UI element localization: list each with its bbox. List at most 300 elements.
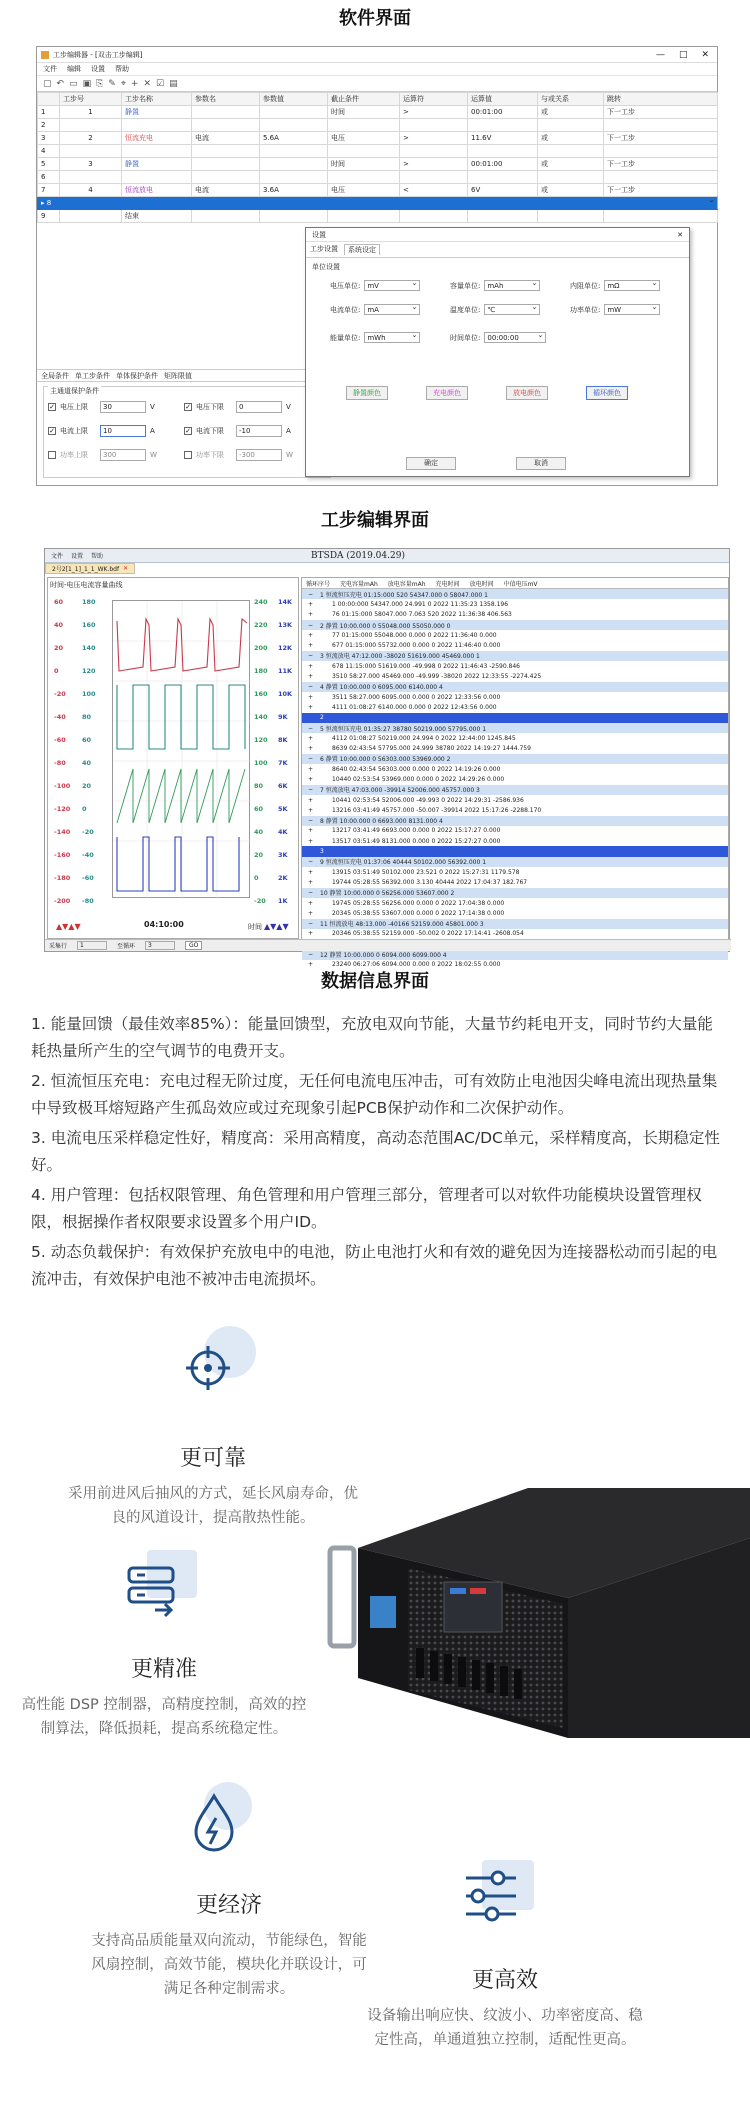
row-text: 3511 58:27.000 6095.000 0.000 0 2022 12:33:56 0.000	[332, 693, 501, 701]
expand-icon[interactable]: +	[308, 775, 314, 783]
menu-settings[interactable]: 设置	[91, 65, 105, 73]
protect-group	[43, 386, 331, 478]
axis-tick: 1K	[278, 897, 288, 905]
time-axis-unit: 时间	[248, 923, 262, 931]
table-row[interactable]: 6	[38, 171, 718, 184]
power-unit-field: 功率单位: mW ⌄	[570, 304, 660, 315]
collapse-icon[interactable]: −	[308, 590, 314, 598]
device-indicator	[470, 1588, 486, 1594]
energy-unit-select[interactable]: mWh ⌄	[364, 332, 420, 343]
row-text: 1 恒流恒压充电 01:15:000 520 54347.000 0 58047.000 1	[320, 591, 488, 599]
voltage-unit-select[interactable]: mV ⌄	[364, 280, 420, 291]
current-lower-field: ✓ 电流下限 -10 A	[185, 427, 291, 435]
row-text: 10441 02:53:54 52006.000 -49.993 0 2022 14:29:31 -2586.936	[332, 796, 524, 804]
row-text: 20345 05:38:55 53607.000 0.000 0 2022 17:14:38 0.000	[332, 909, 505, 917]
device-handle	[330, 1548, 354, 1646]
tab-step-settings[interactable]: 工步设置	[310, 245, 338, 253]
axis-tick: 140	[254, 713, 268, 721]
s2-app-title: BTSDA (2019.04.29)	[311, 550, 405, 561]
col-param-name[interactable]: 参数名	[192, 93, 260, 106]
current-unit-select[interactable]: mA ⌄	[364, 304, 420, 315]
axis-tick: 60	[54, 598, 64, 606]
axis-tick: 80	[254, 782, 264, 790]
current-curve	[117, 685, 245, 749]
axis-tick: 0	[54, 667, 59, 675]
voltage-upper-field: ✓ 电压上限 30 V	[49, 403, 155, 411]
row-text: 13517 03:51:49 8131.000 0.000 0 2022 15:27:27 0.000	[332, 837, 501, 845]
row-text: 2 静置 10:00.000 0 55048.000 55050.000 0	[320, 622, 451, 630]
axis-tick: 80	[82, 713, 92, 721]
curve-tab[interactable]: 时间-电压电流容量曲线	[50, 581, 123, 589]
voltage-upper-checkbox[interactable]: ✓	[49, 403, 55, 411]
menubar	[37, 63, 717, 76]
temperature-unit-field: 温度单位: ℃ ⌄	[450, 304, 540, 315]
header-mid-voltage[interactable]: 中值电压mV	[503, 580, 538, 588]
tab-single-step[interactable]: 单工步条件	[75, 371, 110, 380]
step-detail-row[interactable]	[302, 867, 728, 877]
target-icon	[180, 1326, 260, 1398]
save-icon[interactable]: ▣	[82, 78, 92, 89]
cycle-header-row[interactable]	[302, 846, 728, 856]
row-text: 3510 58:27.000 45469.000 -49.999 -38020 2022 12:33:55 -2274.425	[332, 673, 542, 681]
feature-title: 更精准	[130, 1657, 197, 1682]
conditions-panel	[37, 369, 337, 487]
power-lower-checkbox[interactable]	[184, 451, 192, 459]
s2-statusbar: 采集行 1 至循环 3 GO	[45, 939, 731, 951]
conditions-tabs	[37, 370, 337, 382]
temperature-unit-select[interactable]: ℃ ⌄	[484, 304, 540, 315]
row-text: 4111 01:08:27 6140.000 0.000 0 2022 12:43:56 0.000	[332, 703, 497, 711]
step-detail-row[interactable]	[302, 599, 728, 609]
header-charge-cap[interactable]: 充电容量mAh	[340, 580, 378, 588]
feature-precise	[16, 1652, 312, 1741]
expand-icon[interactable]: +	[308, 673, 314, 681]
row-text: 13915 03:51:49 50102.000 23.521 0 2022 15:27:31 1179.578	[332, 868, 520, 876]
step-detail-row[interactable]	[302, 692, 728, 702]
axis-tick: 8K	[278, 736, 288, 744]
axis-tick: 180	[254, 667, 268, 675]
s2-menubar	[45, 549, 729, 563]
data-analysis-screenshot	[44, 548, 730, 969]
row-text: 678 11:15:000 51619.000 -49.998 0 2022 11:46:43 -2590.846	[332, 662, 521, 670]
s2-menu-file[interactable]: 文件	[51, 553, 64, 560]
step-summary-row[interactable]	[302, 857, 728, 867]
charge-color-button[interactable]: 充电颜色	[426, 386, 468, 400]
axis-tick: -60	[82, 874, 94, 882]
collapse-icon[interactable]: −	[308, 755, 314, 763]
feature-paragraph-5: 5. 动态负载保护：有效保护充放电中的电池，防止电池打火和有效的避免因为连接器松动而引起的电流冲击，有效保护电池不被冲击电流损坏。	[31, 1243, 718, 1288]
energy-drop-icon	[180, 1782, 260, 1854]
axis-tick: -100	[54, 782, 71, 790]
settings-dialog	[305, 227, 690, 477]
row-text: 8640 02:43:54 56303.000 0.000 0 2022 14:19:26 0.000	[332, 765, 501, 773]
expand-icon[interactable]: +	[308, 642, 314, 650]
header-discharge-time[interactable]: 放电时间	[469, 580, 494, 588]
dialog-title: 设置	[312, 230, 326, 239]
step-detail-row[interactable]	[302, 661, 728, 671]
collapse-icon[interactable]: −	[308, 858, 314, 866]
tab-cell-protect[interactable]: 单体保护条件	[116, 371, 158, 380]
collapse-icon[interactable]: −	[308, 724, 314, 732]
menu-file[interactable]: 文件	[43, 65, 57, 73]
row-text: 19744 05:28:55 56392.000 3.130 40444 2022 17:04:37 182.767	[332, 878, 528, 886]
step-table	[37, 92, 718, 223]
axis-tick: 20	[254, 851, 264, 859]
step-detail-row[interactable]	[302, 836, 728, 846]
table-row[interactable]: 4	[38, 145, 718, 158]
expand-icon[interactable]: +	[308, 930, 314, 938]
current-upper-input[interactable]: 10	[100, 425, 146, 437]
protect-group-label: 主通道保护条件	[50, 387, 99, 395]
precision-icon-wrap	[125, 1550, 205, 1624]
step-detail-row[interactable]	[302, 743, 728, 753]
expand-icon[interactable]: +	[308, 765, 314, 773]
row-text: 677 01:15:000 55732.000 0.000 0 2022 11:46:40 0.000	[332, 642, 501, 650]
curve-svg	[113, 601, 251, 899]
row-text: 19745 05:28:55 56256.000 0.000 0 2022 17:04:38 0.000	[332, 899, 505, 907]
from-row-input[interactable]: 1	[77, 941, 107, 950]
row-text: 13216 03:41:49 45757.000 -50.007 -39914 2022 15:17:26 -2288.170	[332, 806, 542, 814]
feature-desc: 设备输出响应快、纹波小、功率密度高、稳定性高，单通道独立控制，适配性更高。	[367, 2008, 643, 2048]
cycle-color-button[interactable]: 循环颜色	[586, 386, 628, 400]
expand-icon[interactable]: +	[308, 631, 314, 639]
step-detail-row[interactable]	[302, 640, 728, 650]
file-tab-close-icon[interactable]: ✕	[123, 565, 129, 572]
voltage-lower-checkbox[interactable]: ✓	[185, 403, 191, 411]
section-title-data-info: 数据信息界面	[321, 971, 429, 992]
time-unit-select[interactable]: 00:00:00 ⌄	[484, 332, 546, 343]
s2-menu-help[interactable]: 帮助	[91, 553, 104, 560]
step-detail-row[interactable]	[302, 805, 728, 815]
axis-tick: 40	[54, 621, 64, 629]
col-op-value[interactable]: 运算值	[468, 93, 538, 106]
col-operator[interactable]: 运算符	[400, 93, 468, 106]
collapse-icon[interactable]: −	[308, 817, 314, 825]
header-cycle[interactable]: 循环序号	[306, 580, 331, 588]
cycle-header-row[interactable]	[302, 713, 728, 723]
collapse-icon[interactable]: −	[308, 889, 314, 897]
row-text: 1 00:00:000 54347.000 24.991 0 2022 11:35:23 1358.196	[332, 600, 509, 608]
col-logic[interactable]: 与或关系	[538, 93, 604, 106]
resistance-unit-field: 内阻单位: mΩ ⌄	[570, 280, 660, 291]
voltage-lower-input[interactable]: 0	[236, 401, 282, 413]
current-lower-input[interactable]: -10	[236, 425, 282, 437]
step-detail-row[interactable]	[302, 795, 728, 805]
header-charge-time[interactable]: 充电时间	[435, 580, 460, 588]
s2-menu-settings[interactable]: 设置	[71, 553, 84, 560]
open-icon[interactable]: ▭	[69, 78, 78, 89]
row-text: 6 静置 10:00.000 0 56303.000 53969.000 2	[320, 756, 451, 764]
axis-tick: 13K	[278, 621, 293, 629]
expand-icon[interactable]: +	[308, 837, 314, 845]
axis-tick: 0	[82, 805, 87, 813]
app-icon	[41, 51, 49, 59]
curve-plot[interactable]	[112, 600, 250, 898]
axis-tick: 4K	[278, 828, 288, 836]
axis-tick: 160	[254, 690, 268, 698]
table-row[interactable]: 9 结束	[38, 210, 718, 223]
minimize-button[interactable]: —	[655, 49, 665, 60]
axis-tick: -80	[54, 759, 66, 767]
window-title: 工步编辑器 - [双击工步编辑]	[53, 50, 143, 59]
feature-title: 更可靠	[179, 1446, 246, 1471]
data-rows	[302, 589, 728, 970]
menu-help[interactable]: 帮助	[115, 65, 129, 73]
capacity-curve	[117, 769, 245, 823]
data-headers	[302, 578, 728, 589]
energy-curve	[117, 837, 239, 891]
delete-icon[interactable]: ✕	[143, 78, 152, 89]
axis-tick: 60	[82, 736, 92, 744]
menu-edit[interactable]: 编辑	[67, 65, 81, 73]
resistance-unit-select[interactable]: mΩ ⌄	[604, 280, 660, 291]
collapse-icon[interactable]: −	[308, 786, 314, 794]
expand-icon[interactable]: +	[308, 693, 314, 701]
voltage-upper-input[interactable]: 30	[100, 401, 146, 413]
copy-icon[interactable]: ⎘	[96, 78, 104, 89]
feature-paragraph-1: 1. 能量回馈（最佳效率85%）：能量回馈型，充放电双向节能，大量节约耗电开支，同时节约大量能耗热量所产生的空气调节的电费开支。	[31, 1015, 713, 1060]
axis-tick: 12K	[278, 644, 293, 652]
edit-icon[interactable]: ✎	[108, 78, 116, 89]
feature-efficient	[366, 1963, 644, 2052]
to-cycle-input[interactable]: 3	[145, 941, 175, 950]
step-detail-row[interactable]	[302, 764, 728, 774]
expand-icon[interactable]: +	[308, 899, 314, 907]
axis-tick: 100	[82, 690, 96, 698]
expand-icon[interactable]: +	[308, 600, 314, 608]
current-unit-field: 电流单位: mA ⌄	[330, 304, 420, 315]
step-summary-row[interactable]	[302, 919, 728, 929]
go-button[interactable]: GO	[185, 941, 202, 950]
table-row[interactable]: 5 3 静置 时间 > 00:01:00 或 下一工步	[38, 158, 718, 171]
collapse-icon[interactable]: −	[308, 683, 314, 691]
dialog-tabs	[306, 242, 689, 258]
time-axis-label: 04:10:00	[144, 920, 184, 929]
axis-tick: -60	[54, 736, 66, 744]
power-lower-input[interactable]: -300	[236, 449, 282, 461]
axis-tick: 140	[82, 644, 96, 652]
current-upper-checkbox[interactable]: ✓	[49, 427, 55, 435]
step-summary-row[interactable]	[302, 682, 728, 692]
col-cutoff[interactable]: 截止条件	[328, 93, 400, 106]
axis-tick: 9K	[278, 713, 288, 721]
maximize-button[interactable]: □	[678, 49, 688, 60]
power-unit-select[interactable]: mW ⌄	[604, 304, 660, 315]
col-step-name[interactable]: 工步名称	[122, 93, 192, 106]
expand-icon[interactable]: +	[308, 745, 314, 753]
economy-icon-wrap	[180, 1782, 260, 1858]
axis-tick: 120	[254, 736, 268, 744]
device-breaker	[370, 1596, 396, 1628]
row-text: 3 恒流放电 47:12.000 -38020 51619.000 45469.000 1	[320, 653, 480, 661]
list-icon[interactable]: ▤	[169, 78, 178, 89]
step-summary-row[interactable]	[302, 620, 728, 630]
server-icon	[125, 1550, 205, 1620]
table-row-selected[interactable]: ▸ 8 ⌄	[38, 197, 718, 210]
collapse-icon[interactable]: −	[308, 621, 314, 629]
step-detail-row[interactable]	[302, 908, 728, 918]
table-row[interactable]: 2	[38, 119, 718, 132]
expand-icon[interactable]: +	[308, 909, 314, 917]
axis-tick: 60	[254, 805, 264, 813]
step-summary-row[interactable]	[302, 723, 728, 733]
sliders-icon	[462, 1858, 534, 1930]
expand-icon[interactable]: +	[308, 827, 314, 835]
axis-tick: -80	[82, 897, 94, 905]
tab-system-settings[interactable]: 系统设定	[344, 244, 380, 255]
table-row[interactable]: 3 2 恒流充电 电流 5.6A 电压 > 11.6V 或 下一工步	[38, 132, 718, 145]
expand-icon[interactable]: +	[308, 662, 314, 670]
row-text: 76 01:15:000 58047.000 7.063 520 2022 11:36:38 406.563	[332, 611, 512, 619]
efficiency-icon-wrap	[462, 1858, 534, 1934]
axis-tick: -40	[54, 713, 66, 721]
axis-tick: 7K	[278, 759, 288, 767]
header-discharge-cap[interactable]: 放电容量mAh	[387, 580, 426, 588]
row-text: 9 恒流恒压充电 01:37:06 40444 50102.000 56392.000 1	[320, 859, 487, 867]
dialog-close-icon[interactable]: ✕	[677, 230, 683, 239]
step-detail-row[interactable]	[302, 671, 728, 681]
close-button[interactable]: ✕	[701, 49, 709, 60]
row-text: 11 恒流放电 48:13.000 -40166 52159.000 45801.000 3	[320, 921, 484, 929]
expand-icon[interactable]: +	[308, 961, 314, 969]
unit-group-label: 单位设置	[312, 263, 340, 271]
step-detail-row[interactable]	[302, 929, 728, 939]
undo-icon[interactable]: ↶	[56, 78, 65, 89]
feature-reliable	[68, 1441, 358, 1530]
step-detail-row[interactable]	[302, 630, 728, 640]
row-text: 4112 01:08:27 50219.000 24.994 0 2022 12:44:00 1245.845	[332, 734, 516, 742]
step-detail-row[interactable]	[302, 877, 728, 887]
pan-controls-icon[interactable]: ▲▼▲▼	[264, 922, 289, 931]
axis-tick: 2K	[278, 874, 288, 882]
row-text: 7 恒流放电 47:03.000 -39914 52006.000 45757.000 3	[320, 787, 480, 795]
row-text: 3	[320, 848, 324, 856]
feature-desc: 采用前进风后抽风的方式，延长风扇寿命，优良的风道设计，提高散热性能。	[68, 1486, 358, 1526]
feature-title: 更高效	[471, 1968, 538, 1993]
voltage-lower-field: ✓ 电压下限 0 V	[185, 403, 291, 411]
check-icon[interactable]: ☑	[156, 78, 165, 89]
expand-icon[interactable]: +	[308, 703, 314, 711]
expand-icon[interactable]: +	[308, 806, 314, 814]
axis-tick: 20	[54, 644, 64, 652]
collapse-icon[interactable]: −	[308, 920, 314, 928]
ok-button[interactable]: 确定	[406, 457, 456, 470]
expand-icon[interactable]: +	[308, 611, 314, 619]
file-tab[interactable]: 2号2[1_1]_1_1_WK.bdf ✕	[45, 563, 135, 574]
dialog-titlebar	[306, 228, 689, 242]
voltage-unit-field: 电压单位: mV ⌄	[330, 280, 420, 291]
feature-paragraph-2: 2. 恒流恒压充电：充电过程无阶过度，无任何电流电压冲击，可有效防止电池因尖峰电流出现热量集中导致极耳熔短路产生孤岛效应或过充现象引起PCB保护动作和二次保护动作。	[31, 1072, 718, 1117]
step-detail-row[interactable]	[302, 826, 728, 836]
collapse-icon[interactable]: −	[308, 951, 314, 959]
zoom-controls-icon[interactable]: ▲▼▲▼	[56, 922, 81, 931]
expand-icon[interactable]: +	[308, 796, 314, 804]
axis-tick: 3K	[278, 851, 288, 859]
feature-economical	[86, 1888, 372, 2001]
cancel-button[interactable]: 取消	[516, 457, 566, 470]
axis-tick: 6K	[278, 782, 288, 790]
tab-global[interactable]: 全局条件	[41, 371, 69, 380]
step-summary-row[interactable]	[302, 651, 728, 661]
current-lower-checkbox[interactable]: ✓	[185, 427, 191, 435]
rest-color-button[interactable]: 静置颜色	[346, 386, 388, 400]
step-editor-screenshot	[36, 46, 718, 486]
row-text: 13217 03:41:49 6693.000 0.000 0 2022 15:17:27 0.000	[332, 827, 501, 835]
axis-tick: -200	[54, 897, 71, 905]
axis-tick: -140	[54, 828, 71, 836]
add-icon[interactable]: +	[130, 78, 139, 89]
collapse-icon[interactable]: −	[308, 652, 314, 660]
step-summary-row[interactable]	[302, 888, 728, 898]
capacity-unit-field: 容量单位: mAh ⌄	[450, 280, 540, 291]
capacity-unit-select[interactable]: mAh ⌄	[484, 280, 540, 291]
step-summary-row[interactable]	[302, 589, 728, 599]
step-detail-row[interactable]	[302, 733, 728, 743]
axis-tick: 240	[254, 598, 268, 606]
expand-icon[interactable]: +	[308, 734, 314, 742]
col-jump[interactable]: 跳转	[604, 93, 718, 106]
step-detail-row[interactable]	[302, 774, 728, 784]
discharge-color-button[interactable]: 放电颜色	[506, 386, 548, 400]
time-unit-field: 时间单位: 00:00:00 ⌄	[450, 332, 546, 343]
col-step-no[interactable]: 工步号	[60, 93, 122, 106]
reliability-icon-wrap	[180, 1326, 260, 1402]
section-title-step-editor: 工步编辑界面	[321, 510, 429, 531]
expand-icon[interactable]: +	[308, 878, 314, 886]
axis-tick: 40	[82, 759, 92, 767]
cycle-data-panel	[301, 577, 729, 969]
tab-matrix[interactable]: 矩阵限值	[164, 371, 192, 380]
step-detail-row[interactable]	[302, 702, 728, 712]
toolbar	[37, 76, 717, 92]
axis-tick: 14K	[278, 598, 293, 606]
step-summary-row[interactable]	[302, 754, 728, 764]
new-icon[interactable]: ▢	[43, 78, 52, 89]
axis-tick: -120	[54, 805, 71, 813]
power-upper-field: 功率上限 300 W	[48, 449, 157, 461]
axis-tick: -180	[54, 874, 71, 882]
axis-tick: 180	[82, 598, 96, 606]
axis-tick: 20	[82, 782, 92, 790]
col-param-value[interactable]: 参数值	[260, 93, 328, 106]
axis-tick: -40	[82, 851, 94, 859]
row-text: 77 01:15:000 55048.000 0.000 0 2022 11:36:40 0.000	[332, 631, 497, 639]
table-row[interactable]: 7 4 恒流放电 电流 3.6A 电压 < 6V 或 下一工步	[38, 184, 718, 197]
step-detail-row[interactable]	[302, 898, 728, 908]
expand-icon[interactable]: +	[308, 868, 314, 876]
feature-paragraph-4: 4. 用户管理：包括权限管理、角色管理和用户管理三部分，管理者可以对软件功能模块设置管理权限，根据操作者权限要求设置多个用户ID。	[31, 1186, 702, 1231]
row-text: 20346 05:38:55 52159.000 -50.002 0 2022 17:14:41 -2608.054	[332, 930, 524, 938]
step-summary-row[interactable]	[302, 816, 728, 826]
step-summary-row[interactable]	[302, 785, 728, 795]
section-title-software: 软件界面	[339, 8, 411, 29]
axis-tick: 5K	[278, 805, 288, 813]
row-text: 12 静置 10:00.000 0 6094.000 6099.000 4	[320, 952, 447, 960]
axis-tick: 220	[254, 621, 268, 629]
axis-tick: -20	[54, 690, 66, 698]
step-detail-row[interactable]	[302, 610, 728, 620]
row-text: 4 静置 10:00.000 0 6095.000 6140.000 4	[320, 684, 443, 692]
row-text: 5 恒流恒压充电 01:35:27 38780 50219.000 57795.000 1	[320, 725, 487, 733]
power-upper-input[interactable]: 300	[100, 449, 146, 461]
axis-tick: 40	[254, 828, 264, 836]
target-icon[interactable]: ⌖	[120, 78, 126, 89]
table-row[interactable]: 1 1 静置 时间 > 00:01:00 或 下一工步	[38, 106, 718, 119]
power-upper-checkbox[interactable]	[48, 451, 56, 459]
axis-tick: 200	[254, 644, 268, 652]
current-upper-field: ✓ 电流上限 10 A	[49, 427, 155, 435]
device-indicator	[450, 1588, 466, 1594]
